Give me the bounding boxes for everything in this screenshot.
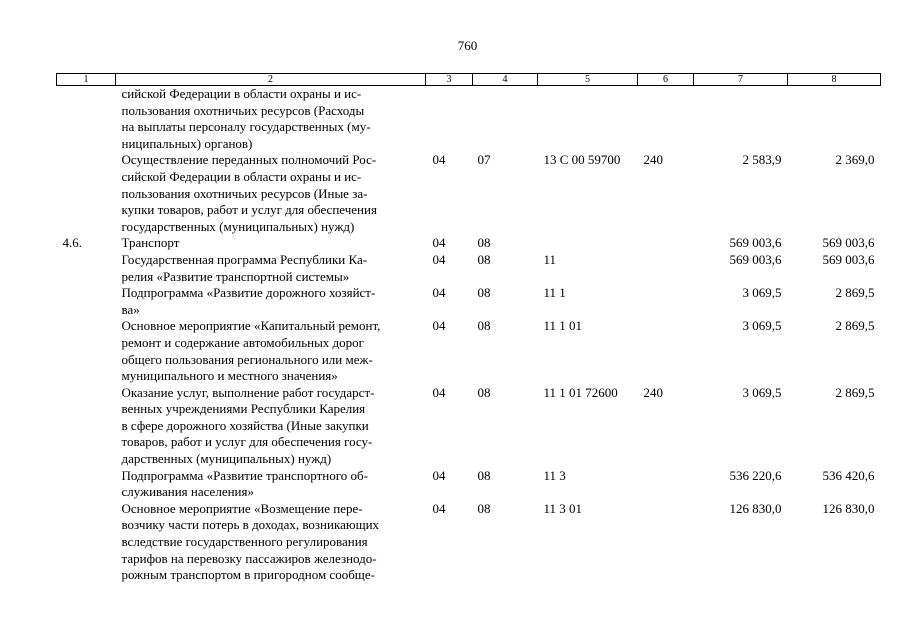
expense-name-line: товаров, работ и услуг для обеспечения госу- — [121, 434, 373, 450]
table-row — [57, 468, 881, 501]
expense-name — [116, 501, 426, 584]
section-code: 04 — [432, 467, 446, 483]
expense-name — [116, 285, 426, 318]
column-number: 2 — [116, 74, 426, 86]
row-number — [57, 385, 116, 468]
expense-name-line: ремонт и содержание автомобильных дорог — [121, 334, 365, 350]
amount-year-1: 3 069,5 — [742, 318, 782, 334]
expense-name-line: сийской Федерации в области охраны и ис- — [121, 168, 362, 184]
expense-name-line: пользования охотничьих ресурсов (Расходы — [121, 102, 365, 118]
expense-name-line: Осуществление переданных полномочий Рос- — [121, 152, 377, 168]
subsection-code — [473, 86, 538, 153]
row-number — [57, 318, 116, 384]
subsection-code: 08 — [477, 285, 491, 301]
subsection-code: 08 — [477, 384, 491, 400]
subsection-code: 08 — [477, 500, 491, 516]
row-number — [57, 501, 116, 584]
amount-year-1 — [694, 86, 788, 153]
section-code: 04 — [432, 285, 446, 301]
table-row — [57, 252, 881, 285]
expense-name-line: Государственная программа Республики Ка- — [121, 251, 368, 267]
column-number: 3 — [426, 74, 473, 86]
amount-year-2: 2 369,0 — [835, 152, 875, 168]
table-row — [57, 152, 881, 235]
expense-type-code — [638, 318, 694, 384]
expense-name-line: в сфере дорожного хозяйства (Иные закупки — [121, 417, 369, 433]
expense-name — [116, 252, 426, 285]
expense-name — [116, 86, 426, 153]
expense-name-line: государственных (муниципальных) нужд) — [121, 218, 355, 234]
amount-year-2: 126 830,0 — [822, 500, 875, 516]
row-number — [57, 152, 116, 235]
expense-name-line: Транспорт — [121, 235, 180, 251]
expense-type-code — [638, 252, 694, 285]
subsection-code: 08 — [477, 318, 491, 334]
row-number — [57, 285, 116, 318]
target-code: 11 3 — [543, 467, 566, 483]
column-number: 6 — [638, 74, 694, 86]
expense-name-line: возчику части потерь в доходах, возникающих — [121, 517, 380, 533]
subsection-code: 08 — [477, 251, 491, 267]
expense-name — [116, 152, 426, 235]
amount-year-1: 2 583,9 — [742, 152, 782, 168]
row-number — [57, 468, 116, 501]
section-code: 04 — [432, 251, 446, 267]
section-code: 04 — [432, 235, 446, 251]
table-row — [57, 501, 881, 584]
expense-type-code: 240 — [643, 384, 663, 400]
budget-table — [56, 73, 881, 584]
row-number: 4.6. — [62, 235, 82, 251]
row-number — [57, 86, 116, 153]
target-code — [538, 235, 638, 252]
target-code: 11 1 01 72600 — [543, 384, 618, 400]
amount-year-1: 126 830,0 — [729, 500, 782, 516]
section-code — [426, 86, 473, 153]
target-code: 11 1 — [543, 285, 566, 301]
target-code: 13 С 00 59700 — [543, 152, 621, 168]
table-row — [57, 318, 881, 384]
expense-name-line: релия «Развитие транспортной системы» — [121, 268, 350, 284]
section-code: 04 — [432, 152, 446, 168]
expense-name-line: рожным транспортом в пригородном сообще- — [121, 567, 375, 583]
amount-year-2: 536 420,6 — [822, 467, 875, 483]
expense-name-line: муниципального и местного значения» — [121, 368, 338, 384]
amount-year-2: 569 003,6 — [822, 235, 875, 251]
expense-name-line: вследствие государственного регулирования — [121, 534, 368, 550]
amount-year-1: 3 069,5 — [742, 384, 782, 400]
table-row — [57, 86, 881, 153]
target-code — [538, 86, 638, 153]
expense-name-line: Оказание услуг, выполнение работ государст- — [121, 384, 375, 400]
column-number: 8 — [788, 74, 881, 86]
column-number: 5 — [538, 74, 638, 86]
column-number-row — [57, 74, 881, 86]
expense-type-code: 240 — [643, 152, 663, 168]
expense-name — [116, 385, 426, 468]
subsection-code: 07 — [477, 152, 491, 168]
expense-name-line: сийской Федерации в области охраны и ис- — [121, 86, 362, 101]
table-row — [57, 285, 881, 318]
amount-year-2: 2 869,5 — [835, 285, 875, 301]
amount-year-2 — [788, 86, 881, 153]
column-number: 7 — [694, 74, 788, 86]
amount-year-1: 3 069,5 — [742, 285, 782, 301]
table-row — [57, 235, 881, 252]
table-row — [57, 385, 881, 468]
target-code: 11 3 01 — [543, 500, 583, 516]
subsection-code: 08 — [477, 235, 491, 251]
expense-name — [116, 235, 426, 252]
expense-type-code — [638, 501, 694, 584]
expense-type-code — [638, 235, 694, 252]
amount-year-2: 2 869,5 — [835, 318, 875, 334]
amount-year-2: 569 003,6 — [822, 251, 875, 267]
column-number: 1 — [57, 74, 116, 86]
expense-name-line: ниципальных) органов) — [121, 135, 253, 151]
target-code: 11 — [543, 251, 557, 267]
expense-name-line: дарственных (муниципальных) нужд) — [121, 451, 332, 467]
expense-name-line: венных учреждениями Республики Карелия — [121, 401, 366, 417]
expense-name-line: купки товаров, работ и услуг для обеспечения — [121, 202, 377, 218]
column-number: 4 — [473, 74, 538, 86]
expense-name-line: ва» — [121, 301, 140, 317]
expense-name-line: Основное мероприятие «Капитальный ремонт, — [121, 318, 381, 334]
section-code: 04 — [432, 318, 446, 334]
page-number: 760 — [457, 38, 478, 53]
amount-year-1: 536 220,6 — [729, 467, 782, 483]
expense-name-line: Основное мероприятие «Возмещение пере- — [121, 500, 363, 516]
subsection-code: 08 — [477, 467, 491, 483]
amount-year-1: 569 003,6 — [729, 235, 782, 251]
expense-name-line: пользования охотничьих ресурсов (Иные за- — [121, 185, 368, 201]
expense-name — [116, 318, 426, 384]
expense-name-line: Подпрограмма «Развитие дорожного хозяйст- — [121, 285, 376, 301]
expense-type-code — [638, 86, 694, 153]
expense-name-line: служивания населения» — [121, 484, 254, 500]
amount-year-2: 2 869,5 — [835, 384, 875, 400]
expense-name — [116, 468, 426, 501]
expense-name-line: на выплаты персоналу государственных (му- — [121, 119, 371, 135]
expense-name-line: Подпрограмма «Развитие транспортного об- — [121, 467, 368, 483]
expense-type-code — [638, 468, 694, 501]
expense-name-line: общего пользования регионального или меж- — [121, 351, 373, 367]
section-code: 04 — [432, 384, 446, 400]
expense-type-code — [638, 285, 694, 318]
target-code: 11 1 01 — [543, 318, 583, 334]
row-number — [57, 252, 116, 285]
amount-year-1: 569 003,6 — [729, 251, 782, 267]
section-code: 04 — [432, 500, 446, 516]
expense-name-line: тарифов на перевозку пассажиров железнодо- — [121, 550, 377, 566]
